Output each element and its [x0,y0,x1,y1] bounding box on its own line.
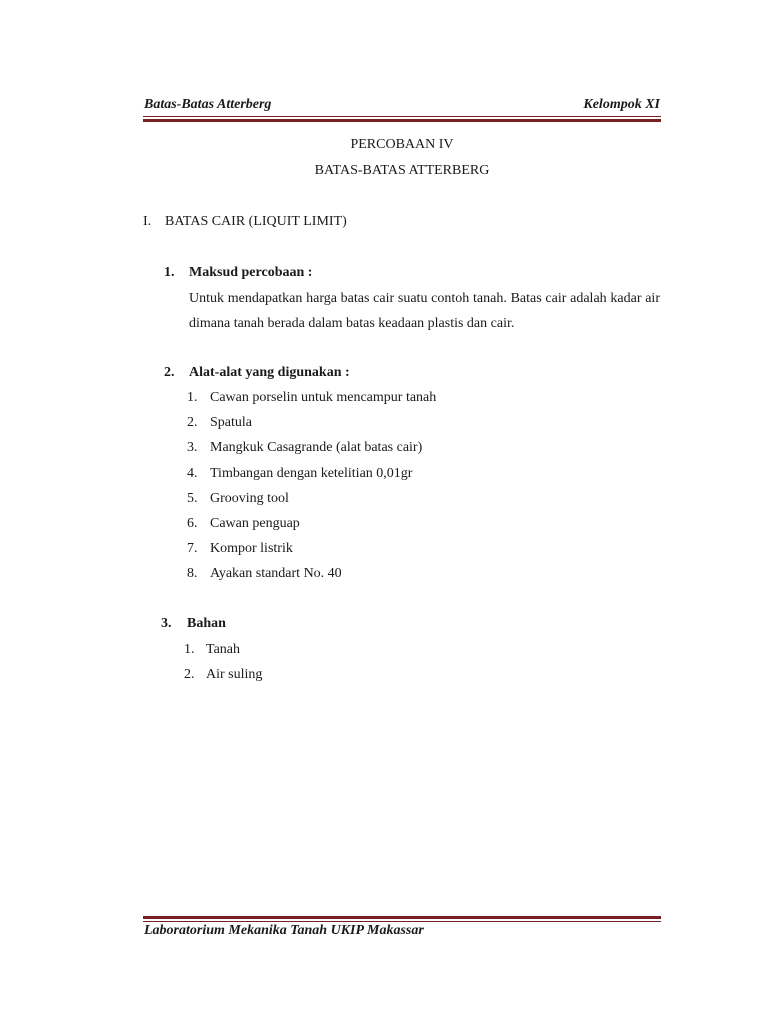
alat-item-text: Timbangan dengan ketelitian 0,01gr [210,466,413,481]
title-line-2: BATAS-BATAS ATTERBERG [314,163,490,178]
alat-item-number: 3. [187,440,198,455]
alat-item-number: 2. [187,415,198,430]
alat-title: Alat-alat yang digunakan : [189,365,350,380]
alat-item-text: Mangkuk Casagrande (alat batas cair) [210,440,423,455]
footer-rule-thick [143,916,661,919]
bahan-item-number: 1. [184,642,195,657]
alat-item-text: Cawan penguap [210,516,300,531]
alat-number: 2. [164,365,175,380]
header-left: Batas-Batas Atterberg [144,97,272,112]
alat-item-number: 1. [187,390,198,405]
alat-item-text: Grooving tool [210,491,289,506]
maksud-title: Maksud percobaan : [189,265,313,280]
footer-text: Laboratorium Mekanika Tanah UKIP Makassar [144,923,424,938]
header-rule-thin [143,116,661,117]
section-title: BATAS CAIR (LIQUIT LIMIT) [165,214,347,229]
title-line-1: PERCOBAAN IV [350,137,454,152]
alat-item-number: 7. [187,541,198,556]
alat-item-text: Ayakan standart No. 40 [210,566,342,581]
maksud-number: 1. [164,265,175,280]
alat-item-text: Kompor listrik [210,541,293,556]
alat-item-text: Cawan porselin untuk mencampur tanah [210,390,437,405]
alat-item-number: 4. [187,466,198,481]
section-number: I. [143,214,152,229]
maksud-paragraph: Untuk mendapatkan harga batas cair suatu contoh tanah. Batas cair adalah kadar air dimana tanah berada dalam batas keadaan plastis dan cair. [189,291,660,331]
header-rule-thick [143,119,661,122]
alat-item-number: 5. [187,491,198,506]
bahan-item-number: 2. [184,667,195,682]
footer-rule-thin [143,921,661,922]
bahan-item-text: Tanah [206,642,241,657]
bahan-item-text: Air suling [206,667,263,682]
alat-item-number: 8. [187,566,198,581]
alat-item-number: 6. [187,516,198,531]
bahan-title: Bahan [187,616,226,631]
bahan-number: 3. [161,616,172,631]
header-right: Kelompok XI [583,97,660,112]
alat-item-text: Spatula [210,415,252,430]
